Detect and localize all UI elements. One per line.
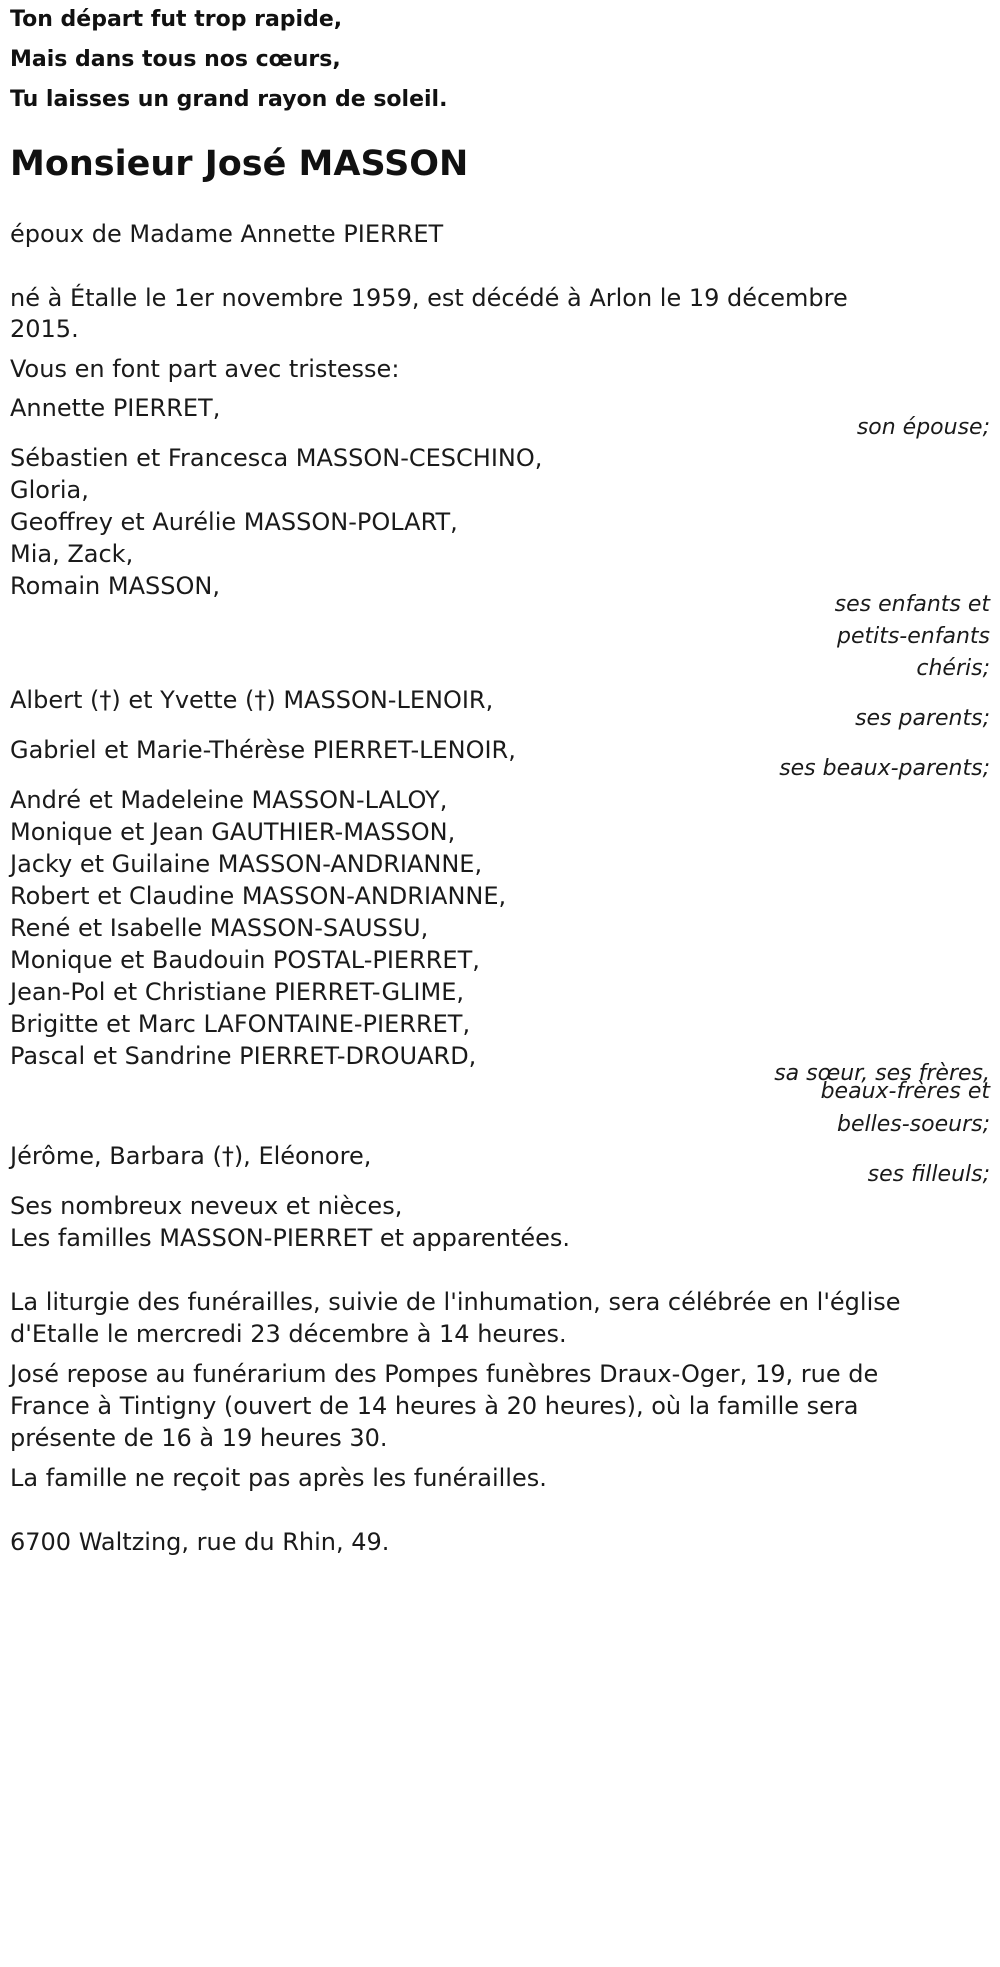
sibling-line: Robert et Claudine MASSON-ANDRIANNE, (10, 882, 507, 910)
inlaws-role: ses beaux-parents; (779, 756, 990, 781)
funerarium-line: France à Tintigny (ouvert de 14 heures à 20 heures), où la famille sera (10, 1392, 859, 1420)
siblings-role: beaux-frères et (820, 1079, 990, 1104)
funerarium-line: José repose au funérarium des Pompes funèbres Draux-Oger, 19, rue de (10, 1360, 879, 1388)
children-role: petits-enfants (836, 624, 990, 649)
intro-line: Vous en font part avec tristesse: (10, 355, 400, 383)
birth-death-line-1: né à Étalle le 1er novembre 1959, est décédé à Arlon le 19 décembre (10, 284, 848, 312)
birth-death-line-2: 2015. (10, 315, 79, 343)
children-line: Mia, Zack, (10, 540, 134, 568)
family-spouse-name: Annette PIERRET, (10, 394, 221, 422)
sibling-line: André et Madeleine MASSON-LALOY, (10, 786, 448, 814)
children-role: chéris; (916, 656, 990, 681)
address-line: 6700 Waltzing, rue du Rhin, 49. (10, 1528, 390, 1556)
liturgy-line: d'Etalle le mercredi 23 décembre à 14 heures. (10, 1320, 567, 1348)
sibling-line: Pascal et Sandrine PIERRET-DROUARD, (10, 1042, 477, 1070)
inlaws-line: Gabriel et Marie-Thérèse PIERRET-LENOIR, (10, 736, 516, 764)
deceased-name: Monsieur José MASSON (10, 144, 469, 184)
children-role: ses enfants et (834, 592, 990, 617)
others-line: Ses nombreux neveux et nièces, (10, 1192, 403, 1220)
sibling-line: René et Isabelle MASSON-SAUSSU, (10, 914, 429, 942)
poem-line-1: Ton départ fut trop rapide, (10, 7, 343, 32)
sibling-line: Brigitte et Marc LAFONTAINE-PIERRET, (10, 1010, 471, 1038)
notice-line: La famille ne reçoit pas après les funérailles. (10, 1464, 547, 1492)
poem-line-2: Mais dans tous nos cœurs, (10, 47, 341, 72)
children-line: Gloria, (10, 476, 89, 504)
parents-role: ses parents; (855, 706, 990, 731)
godchildren-line: Jérôme, Barbara (†), Eléonore, (10, 1142, 372, 1170)
sibling-line: Monique et Baudouin POSTAL-PIERRET, (10, 946, 480, 974)
siblings-role: sa sœur, ses frères, (774, 1061, 990, 1086)
siblings-role: belles-soeurs; (837, 1112, 990, 1137)
children-line: Geoffrey et Aurélie MASSON-POLART, (10, 508, 458, 536)
family-spouse-role: son épouse; (856, 415, 990, 440)
sibling-line: Jean-Pol et Christiane PIERRET-GLIME, (10, 978, 464, 1006)
children-line: Sébastien et Francesca MASSON-CESCHINO, (10, 444, 543, 472)
sibling-line: Jacky et Guilaine MASSON-ANDRIANNE, (10, 850, 483, 878)
children-line: Romain MASSON, (10, 572, 220, 600)
sibling-line: Monique et Jean GAUTHIER-MASSON, (10, 818, 456, 846)
others-line: Les familles MASSON-PIERRET et apparentées. (10, 1224, 570, 1252)
spouse-line: époux de Madame Annette PIERRET (10, 220, 444, 248)
liturgy-line: La liturgie des funérailles, suivie de l'inhumation, sera célébrée en l'église (10, 1288, 901, 1316)
funerarium-line: présente de 16 à 19 heures 30. (10, 1424, 388, 1452)
poem-line-3: Tu laisses un grand rayon de soleil. (10, 87, 448, 112)
godchildren-role: ses filleuls; (867, 1162, 990, 1187)
parents-line: Albert (†) et Yvette (†) MASSON-LENOIR, (10, 686, 494, 714)
